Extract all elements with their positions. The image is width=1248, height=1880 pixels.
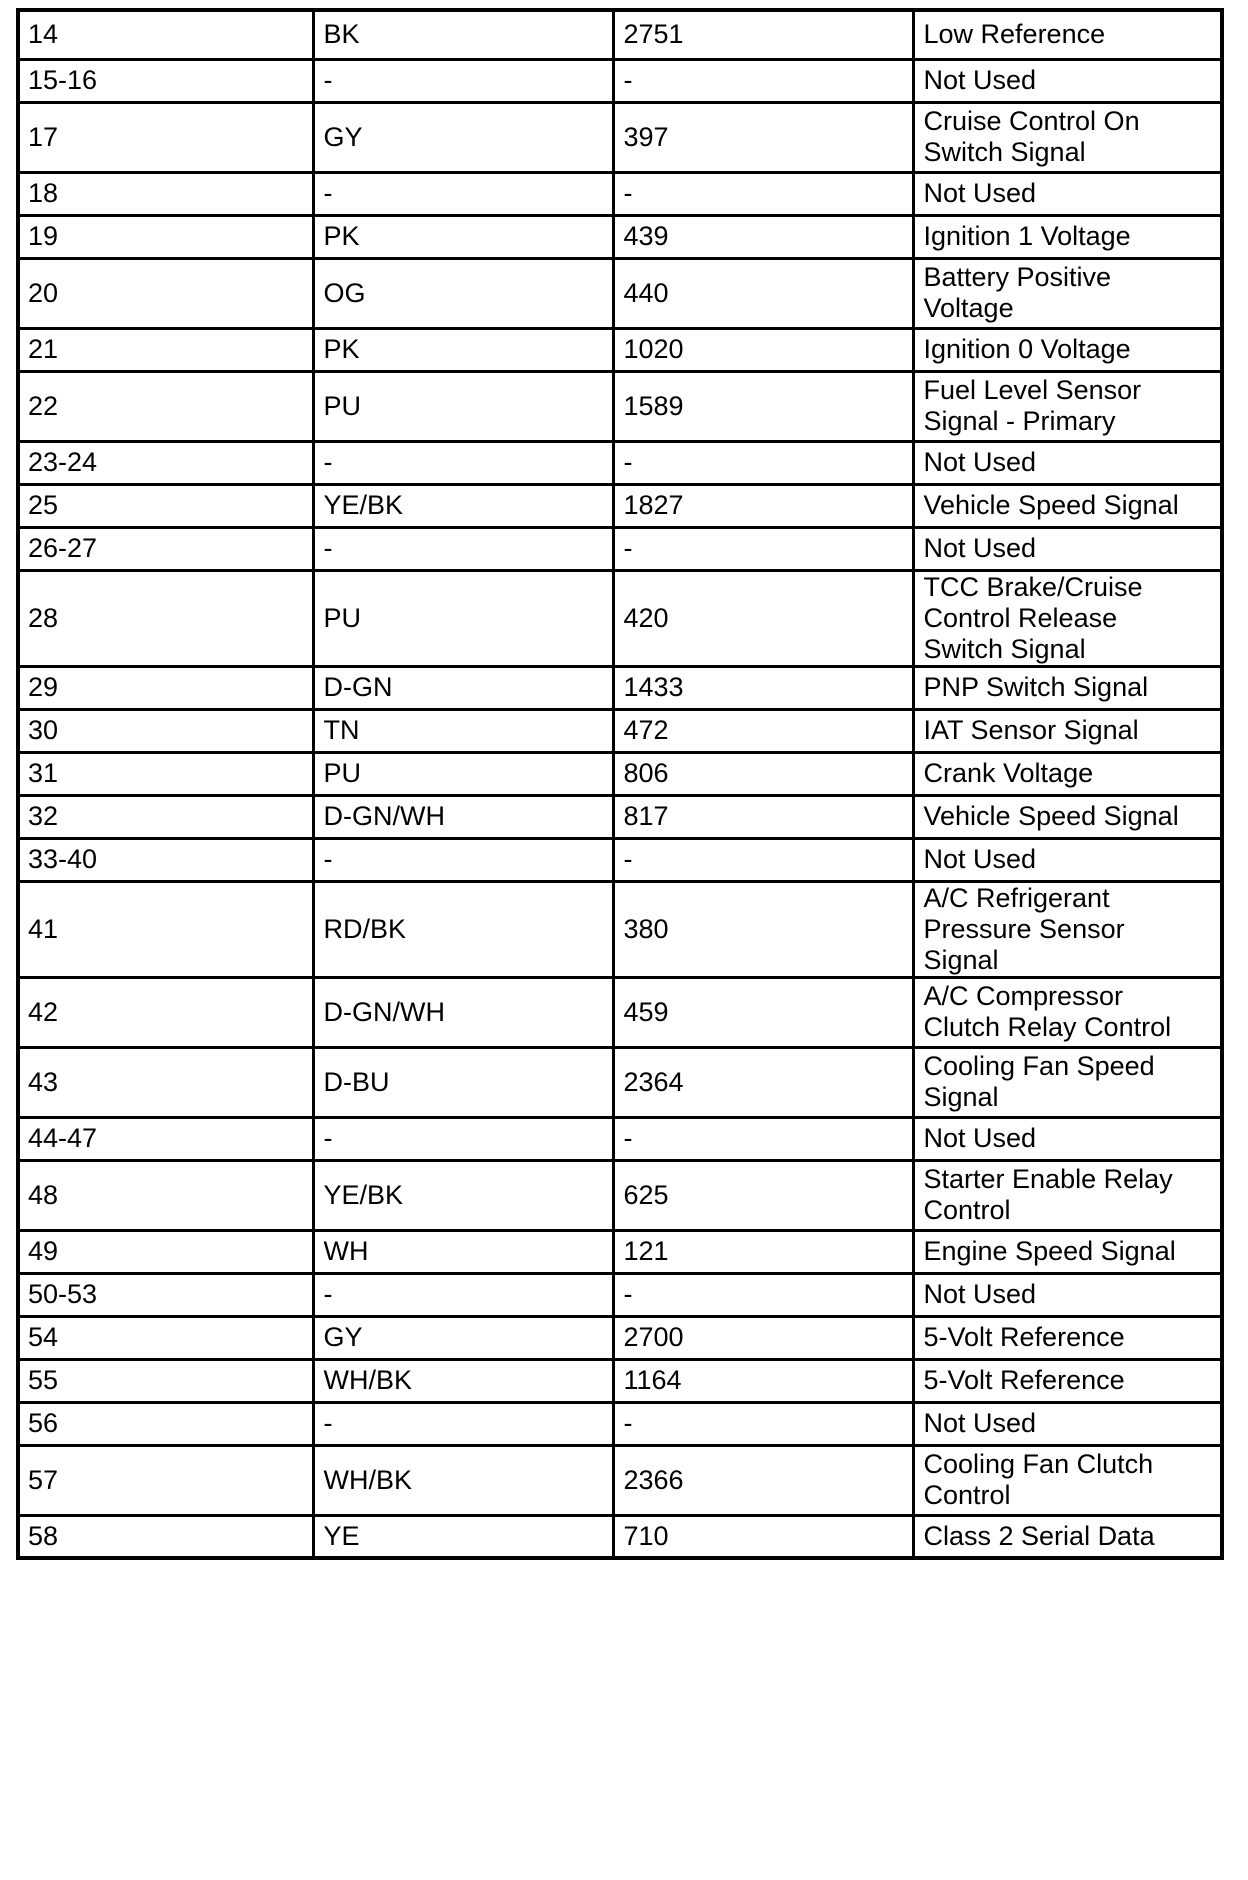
circuit-number-cell: 440: [613, 258, 913, 328]
table-row: [18, 1359, 1222, 1402]
circuit-number-cell: 2364: [613, 1047, 913, 1117]
table-row: [18, 795, 1222, 838]
pin-number-cell: 19: [18, 215, 313, 258]
circuit-number-cell: -: [613, 59, 913, 102]
pin-function-cell: IAT Sensor Signal: [913, 709, 1222, 752]
pin-number-cell: 49: [18, 1230, 313, 1273]
wire-color-cell: YE/BK: [313, 1160, 613, 1230]
pin-number-cell: 54: [18, 1316, 313, 1359]
circuit-number-cell: 380: [613, 881, 913, 977]
wire-color-cell: -: [313, 527, 613, 570]
pin-function-cell: 5-Volt Reference: [913, 1359, 1222, 1402]
pin-function-cell: Vehicle Speed Signal: [913, 484, 1222, 527]
table-row: [18, 881, 1222, 977]
wire-color-cell: GY: [313, 1316, 613, 1359]
pin-number-cell: 20: [18, 258, 313, 328]
pin-number-cell: 14: [18, 10, 313, 59]
pin-number-cell: 18: [18, 172, 313, 215]
pin-function-cell: Vehicle Speed Signal: [913, 795, 1222, 838]
table-row: [18, 1402, 1222, 1445]
table-row: [18, 59, 1222, 102]
pin-function-cell: Not Used: [913, 527, 1222, 570]
circuit-number-cell: 1589: [613, 371, 913, 441]
table-row: [18, 172, 1222, 215]
table-row: [18, 441, 1222, 484]
pin-number-cell: 30: [18, 709, 313, 752]
pin-function-cell: Cruise Control On Switch Signal: [913, 102, 1222, 172]
table-row: [18, 10, 1222, 59]
table-row: [18, 371, 1222, 441]
table-row: [18, 484, 1222, 527]
wire-color-cell: RD/BK: [313, 881, 613, 977]
wire-color-cell: OG: [313, 258, 613, 328]
table-row: [18, 1445, 1222, 1515]
circuit-number-cell: 121: [613, 1230, 913, 1273]
pin-function-cell: Battery Positive Voltage: [913, 258, 1222, 328]
wire-color-cell: D-BU: [313, 1047, 613, 1117]
circuit-number-cell: 439: [613, 215, 913, 258]
circuit-number-cell: 2366: [613, 1445, 913, 1515]
pin-function-cell: Class 2 Serial Data: [913, 1515, 1222, 1558]
wire-color-cell: D-GN/WH: [313, 977, 613, 1047]
pin-number-cell: 25: [18, 484, 313, 527]
pin-number-cell: 17: [18, 102, 313, 172]
wire-color-cell: TN: [313, 709, 613, 752]
pin-function-cell: Engine Speed Signal: [913, 1230, 1222, 1273]
wire-color-cell: PU: [313, 371, 613, 441]
pin-function-cell: Fuel Level Sensor Signal - Primary: [913, 371, 1222, 441]
wire-color-cell: -: [313, 1273, 613, 1316]
wire-color-cell: YE: [313, 1515, 613, 1558]
pin-number-cell: 28: [18, 570, 313, 666]
wire-color-cell: BK: [313, 10, 613, 59]
pin-number-cell: 58: [18, 1515, 313, 1558]
pin-function-cell: Starter Enable Relay Control: [913, 1160, 1222, 1230]
pin-function-cell: PNP Switch Signal: [913, 666, 1222, 709]
circuit-number-cell: 817: [613, 795, 913, 838]
table-row: [18, 666, 1222, 709]
table-row: [18, 977, 1222, 1047]
wire-color-cell: PK: [313, 328, 613, 371]
circuit-number-cell: -: [613, 441, 913, 484]
pin-number-cell: 33-40: [18, 838, 313, 881]
wire-color-cell: D-GN/WH: [313, 795, 613, 838]
circuit-number-cell: 397: [613, 102, 913, 172]
connector-pinout-table: [16, 8, 1224, 1560]
pin-function-cell: Not Used: [913, 1273, 1222, 1316]
table-row: [18, 838, 1222, 881]
table-row: [18, 102, 1222, 172]
pin-number-cell: 55: [18, 1359, 313, 1402]
circuit-number-cell: 459: [613, 977, 913, 1047]
table-row: [18, 570, 1222, 666]
wire-color-cell: PU: [313, 752, 613, 795]
wire-color-cell: WH/BK: [313, 1445, 613, 1515]
pin-number-cell: 26-27: [18, 527, 313, 570]
wire-color-cell: WH: [313, 1230, 613, 1273]
table-row: [18, 1160, 1222, 1230]
circuit-number-cell: 1164: [613, 1359, 913, 1402]
pin-function-cell: Not Used: [913, 172, 1222, 215]
pin-number-cell: 48: [18, 1160, 313, 1230]
pin-function-cell: TCC Brake/Cruise Control Release Switch Signal: [913, 570, 1222, 666]
table-row: [18, 1316, 1222, 1359]
pin-number-cell: 31: [18, 752, 313, 795]
circuit-number-cell: -: [613, 172, 913, 215]
pin-number-cell: 21: [18, 328, 313, 371]
table-row: [18, 258, 1222, 328]
table-row: [18, 328, 1222, 371]
wire-color-cell: -: [313, 441, 613, 484]
table-row: [18, 1117, 1222, 1160]
pin-function-cell: Low Reference: [913, 10, 1222, 59]
pin-number-cell: 22: [18, 371, 313, 441]
circuit-number-cell: -: [613, 1273, 913, 1316]
circuit-number-cell: 2700: [613, 1316, 913, 1359]
pin-function-cell: Ignition 1 Voltage: [913, 215, 1222, 258]
pin-function-cell: Crank Voltage: [913, 752, 1222, 795]
pin-number-cell: 44-47: [18, 1117, 313, 1160]
circuit-number-cell: 1433: [613, 666, 913, 709]
table-row: [18, 752, 1222, 795]
wire-color-cell: PK: [313, 215, 613, 258]
pin-function-cell: A/C Compressor Clutch Relay Control: [913, 977, 1222, 1047]
wire-color-cell: -: [313, 838, 613, 881]
wire-color-cell: GY: [313, 102, 613, 172]
table-row: [18, 527, 1222, 570]
wire-color-cell: PU: [313, 570, 613, 666]
pin-function-cell: Ignition 0 Voltage: [913, 328, 1222, 371]
circuit-number-cell: -: [613, 527, 913, 570]
wire-color-cell: -: [313, 59, 613, 102]
wire-color-cell: -: [313, 1117, 613, 1160]
wire-color-cell: YE/BK: [313, 484, 613, 527]
circuit-number-cell: 1827: [613, 484, 913, 527]
pin-number-cell: 43: [18, 1047, 313, 1117]
table-row: [18, 709, 1222, 752]
wire-color-cell: -: [313, 1402, 613, 1445]
pin-function-cell: Not Used: [913, 59, 1222, 102]
pin-function-cell: Not Used: [913, 1402, 1222, 1445]
circuit-number-cell: 420: [613, 570, 913, 666]
circuit-number-cell: 806: [613, 752, 913, 795]
pin-function-cell: Not Used: [913, 1117, 1222, 1160]
circuit-number-cell: 472: [613, 709, 913, 752]
circuit-number-cell: -: [613, 838, 913, 881]
pin-number-cell: 23-24: [18, 441, 313, 484]
circuit-number-cell: 1020: [613, 328, 913, 371]
circuit-number-cell: 710: [613, 1515, 913, 1558]
wire-color-cell: D-GN: [313, 666, 613, 709]
pin-function-cell: Cooling Fan Clutch Control: [913, 1445, 1222, 1515]
pin-number-cell: 57: [18, 1445, 313, 1515]
pin-function-cell: Not Used: [913, 441, 1222, 484]
table-row: [18, 1515, 1222, 1558]
pin-function-cell: A/C Refrigerant Pressure Sensor Signal: [913, 881, 1222, 977]
wire-color-cell: WH/BK: [313, 1359, 613, 1402]
circuit-number-cell: 625: [613, 1160, 913, 1230]
pin-function-cell: 5-Volt Reference: [913, 1316, 1222, 1359]
pin-number-cell: 50-53: [18, 1273, 313, 1316]
table-row: [18, 1273, 1222, 1316]
table-row: [18, 215, 1222, 258]
circuit-number-cell: -: [613, 1117, 913, 1160]
pin-number-cell: 56: [18, 1402, 313, 1445]
table-row: [18, 1230, 1222, 1273]
pin-number-cell: 41: [18, 881, 313, 977]
wire-color-cell: -: [313, 172, 613, 215]
circuit-number-cell: -: [613, 1402, 913, 1445]
circuit-number-cell: 2751: [613, 10, 913, 59]
table-row: [18, 1047, 1222, 1117]
pin-function-cell: Not Used: [913, 838, 1222, 881]
pin-number-cell: 32: [18, 795, 313, 838]
pin-number-cell: 29: [18, 666, 313, 709]
pin-number-cell: 15-16: [18, 59, 313, 102]
pin-function-cell: Cooling Fan Speed Signal: [913, 1047, 1222, 1117]
pinout-table-body: [18, 10, 1222, 1558]
pin-number-cell: 42: [18, 977, 313, 1047]
